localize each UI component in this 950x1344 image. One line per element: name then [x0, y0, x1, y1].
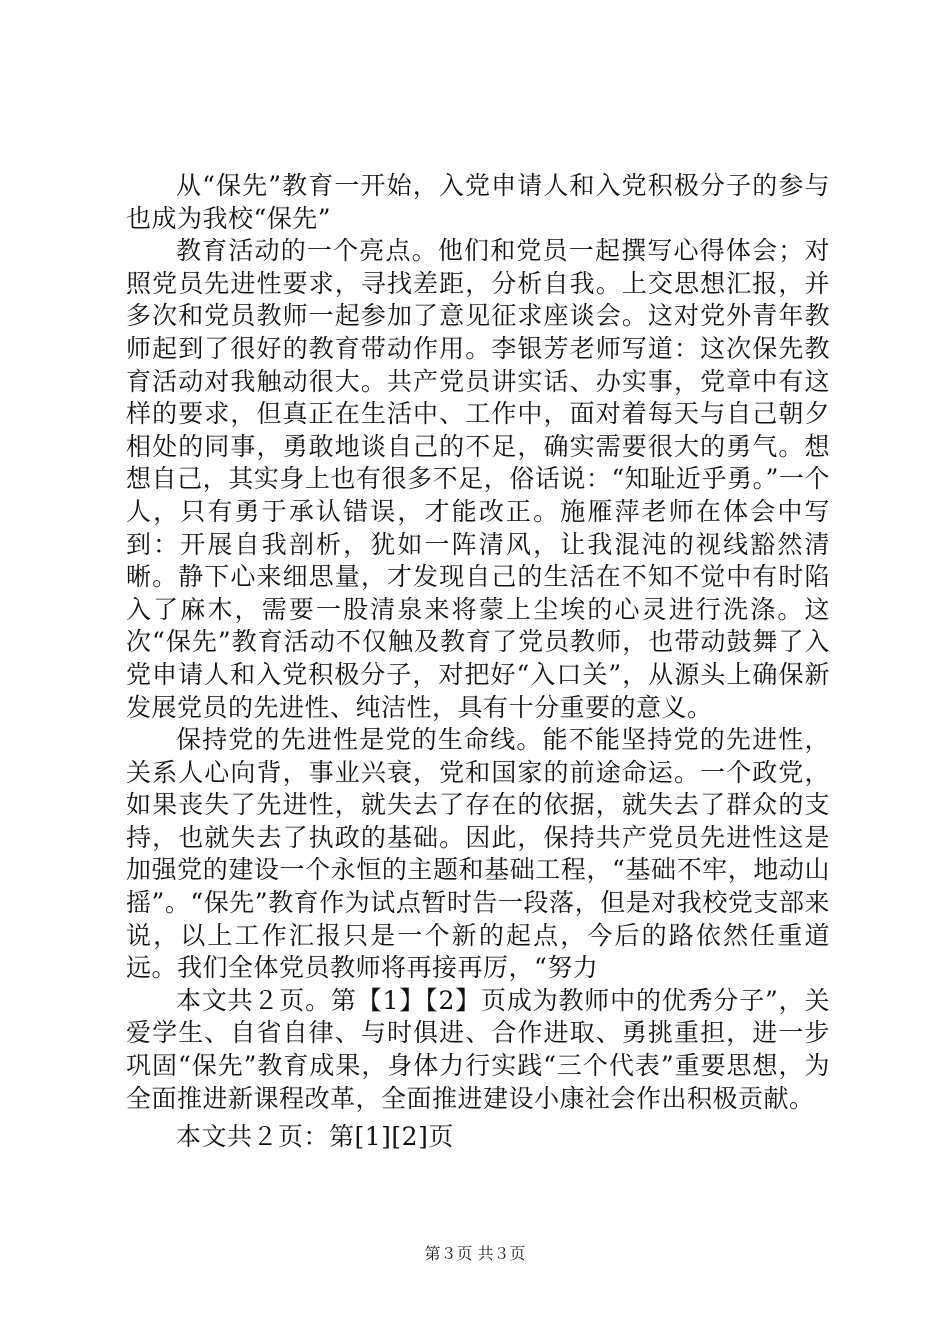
paragraph-1: 从“保先”教育一开始，入党申请人和入党积极分子的参与也成为我校“保先” — [126, 171, 830, 233]
paragraph-3: 保持党的先进性是党的生命线。能不能坚持党的先进性，关系人心向背，事业兴衰，党和国家的前途命运。一个政党，如果丧失了先进性，就失去了存在的依据，就失去了群众的支持，也就失去了执政的基础。因此，保持共产党员先进性这是加强党的建设一个永恒的主题和基础工程，“基础不牢，地动山摇”。“保先”教育作为试点暂时告一段落，但是对我校党支部来说，以上工作汇报只是一个新的起点，今后的路依然任重道远。我们全体党员教师将再接再厉，“努力 — [126, 725, 830, 983]
paragraph-2: 教育活动的一个亮点。他们和党员一起撰写心得体会；对照党员先进性要求，寻找差距，分析自我。上交思想汇报，并多次和党员教师一起参加了意见征求座谈会。这对党外青年教师起到了很好的教育带动作用。李银芳老师写道：这次保先教育活动对我触动很大。共产党员讲实话、办实事，党章中有这样的要求，但真正在生活中、工作中，面对着每天与自己朝夕相处的同事，勇敢地谈自己的不足，确实需要很大的勇气。想想自己，其实身上也有很多不足，俗话说：“知耻近乎勇。”一个人，只有勇于承认错误，才能改正。施雁萍老师在体会中写到：开展自我剖析，犹如一阵清风，让我混沌的视线豁然清晰。静下心来细思量，才发现自己的生活在不知不觉中有时陷入了麻木，需要一股清泉来将蒙上尘埃的心灵进行洗涤。这次“保先”教育活动不仅触及教育了党员教师，也带动鼓舞了入党申请人和入党积极分子，对把好“入口关”，从源头上确保新发展党员的先进性、纯洁性，具有十分重要的意义。 — [126, 236, 830, 722]
paragraph-5-page-links: 本文共２页：第[1][2]页 — [176, 1122, 454, 1152]
page-footer-number: 第３页 共３页 — [424, 1244, 526, 1263]
document-body — [126, 170, 830, 1154]
paragraph-4: 本文共２页。第【1】【2】页成为教师中的优秀分子”，关爱学生、自省自律、与时俱进、合作进取、勇挑重担，进一步巩固“保先”教育成果，身体力行实践“三个代表”重要思想，为全面推进新课程改革，全面推进建设小康社会作出积极贡献。 — [126, 985, 830, 1113]
